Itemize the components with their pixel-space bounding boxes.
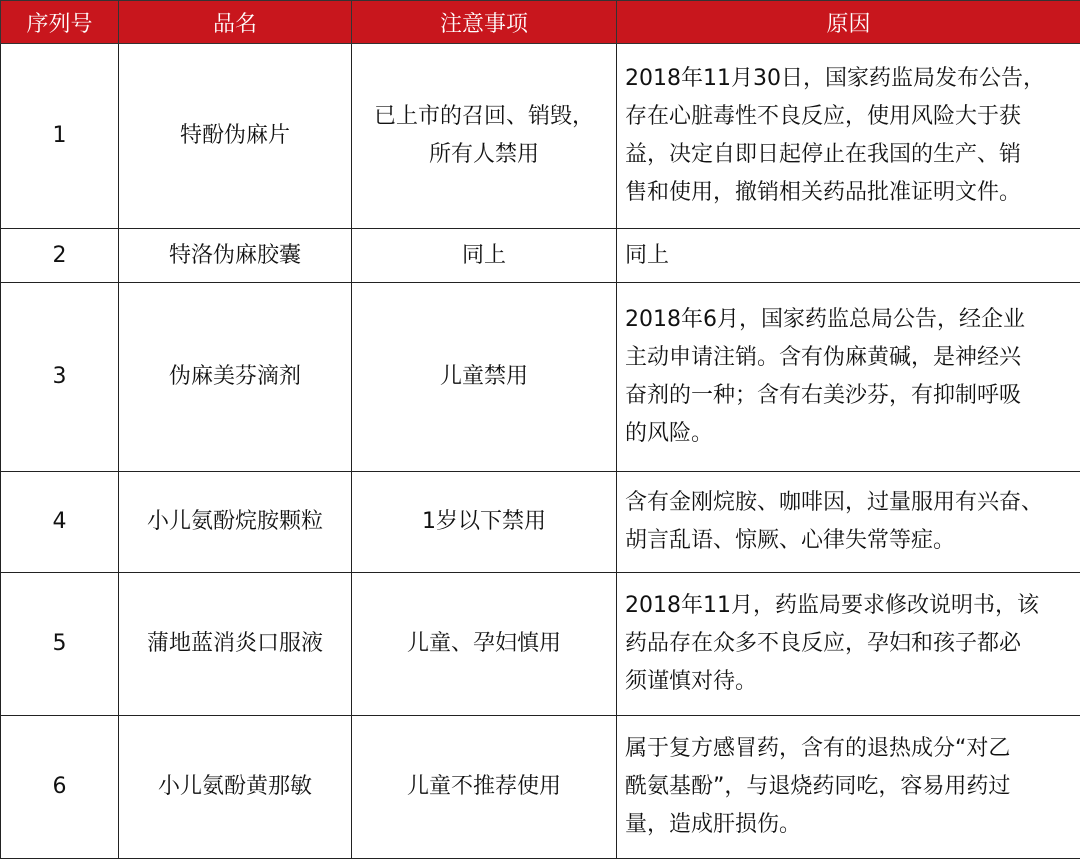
row-notice xyxy=(352,716,617,859)
row-index: 6 xyxy=(1,716,119,859)
reason-line: 存在心脏毒性不良反应，使用风险大于获 xyxy=(625,98,1072,136)
reason-line: 含有金刚烷胺、咖啡因，过量服用有兴奋、 xyxy=(625,484,1072,522)
row-name: 蒲地蓝消炎口服液 xyxy=(119,573,352,716)
reason-line: 2018年11月，药监局要求修改说明书，该 xyxy=(625,587,1072,625)
row-reason xyxy=(617,229,1080,283)
row-notice xyxy=(352,573,617,716)
reason-line: 药品存在众多不良反应，孕妇和孩子都必 xyxy=(625,625,1072,663)
row-index: 1 xyxy=(1,44,119,229)
row-reason xyxy=(617,716,1080,859)
reason-line: 益，决定自即日起停止在我国的生产、销 xyxy=(625,136,1072,174)
reason-line: 胡言乱语、惊厥、心律失常等症。 xyxy=(625,522,1072,560)
header-name: 品名 xyxy=(119,1,352,44)
row-reason xyxy=(617,44,1080,229)
table-row xyxy=(1,573,1080,716)
header-notice: 注意事项 xyxy=(352,1,617,44)
reason-line: 的风险。 xyxy=(625,415,1072,453)
reason-line: 2018年6月，国家药监总局公告，经企业 xyxy=(625,301,1072,339)
table-header-row xyxy=(1,1,1080,44)
notice-line: 1岁以下禁用 xyxy=(352,503,616,541)
notice-line: 儿童不推荐使用 xyxy=(352,768,616,806)
reason-line: 酰氨基酚”，与退烧药同吃，容易用药过 xyxy=(625,768,1072,806)
reason-line: 奋剂的一种；含有右美沙芬，有抑制呼吸 xyxy=(625,377,1072,415)
row-name: 特酚伪麻片 xyxy=(119,44,352,229)
reason-line: 同上 xyxy=(625,237,1072,275)
row-name: 伪麻美芬滴剂 xyxy=(119,283,352,472)
row-index: 4 xyxy=(1,472,119,573)
notice-line: 同上 xyxy=(352,237,616,275)
row-notice xyxy=(352,229,617,283)
reason-line: 须谨慎对待。 xyxy=(625,663,1072,701)
notice-line: 儿童禁用 xyxy=(352,358,616,396)
table-row xyxy=(1,283,1080,472)
row-name: 小儿氨酚黄那敏 xyxy=(119,716,352,859)
notice-line: 已上市的召回、销毁， xyxy=(352,98,616,136)
row-name: 特洛伪麻胶囊 xyxy=(119,229,352,283)
reason-line: 2018年11月30日，国家药监局发布公告， xyxy=(625,60,1072,98)
table-row xyxy=(1,44,1080,229)
table-row xyxy=(1,472,1080,573)
reason-line: 属于复方感冒药，含有的退热成分“对乙 xyxy=(625,730,1072,768)
row-notice xyxy=(352,472,617,573)
reason-line: 主动申请注销。含有伪麻黄碱，是神经兴 xyxy=(625,339,1072,377)
reason-line: 售和使用，撤销相关药品批准证明文件。 xyxy=(625,174,1072,212)
row-index: 2 xyxy=(1,229,119,283)
reason-line: 量，造成肝损伤。 xyxy=(625,806,1072,844)
row-reason xyxy=(617,573,1080,716)
table-row xyxy=(1,229,1080,283)
notice-line: 所有人禁用 xyxy=(352,136,616,174)
row-reason xyxy=(617,283,1080,472)
row-name: 小儿氨酚烷胺颗粒 xyxy=(119,472,352,573)
notice-line: 儿童、孕妇慎用 xyxy=(352,625,616,663)
row-index: 5 xyxy=(1,573,119,716)
header-reason: 原因 xyxy=(617,1,1080,44)
table-row xyxy=(1,716,1080,859)
row-index: 3 xyxy=(1,283,119,472)
row-notice xyxy=(352,44,617,229)
row-reason xyxy=(617,472,1080,573)
row-notice xyxy=(352,283,617,472)
header-index: 序列号 xyxy=(1,1,119,44)
